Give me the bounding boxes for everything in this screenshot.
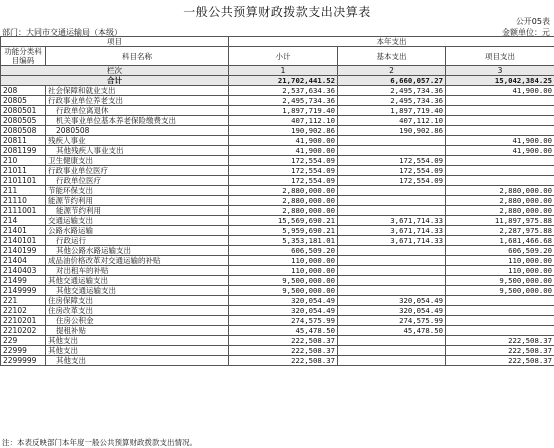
row-project <box>446 116 554 126</box>
header-col-name: 科目名称 <box>46 47 229 66</box>
row-basic: 2,495,734.36 <box>338 86 446 96</box>
row-code: 221 <box>1 296 46 306</box>
row-basic: 45,478.50 <box>338 326 446 336</box>
table-row <box>1 136 554 146</box>
row-name: 行政运行 <box>46 236 229 246</box>
row-basic <box>338 136 446 146</box>
row-subtotal: 41,900.00 <box>229 146 338 156</box>
table-row <box>1 316 554 326</box>
row-subtotal: 172,554.09 <box>229 166 338 176</box>
table-row <box>1 326 554 336</box>
row-basic: 172,554.09 <box>338 176 446 186</box>
row-name: 社会保障和就业支出 <box>46 86 229 96</box>
row-code: 2140101 <box>1 236 46 246</box>
header-col-code: 功能分类科目编码 <box>1 47 46 66</box>
unit-label: 金额单位：元 <box>502 27 550 38</box>
total-basic: 6,660,057.27 <box>338 76 446 86</box>
table-body <box>1 86 554 366</box>
table-row <box>1 176 554 186</box>
table-row <box>1 156 554 166</box>
row-project <box>446 296 554 306</box>
row-subtotal: 2,495,734.36 <box>229 96 338 106</box>
row-subtotal: 190,902.86 <box>229 126 338 136</box>
row-project <box>446 176 554 186</box>
row-subtotal: 172,554.09 <box>229 176 338 186</box>
row-project: 222,508.37 <box>446 356 554 366</box>
table-row <box>1 256 554 266</box>
row-name: 其他支出 <box>46 356 229 366</box>
row-name: 其他交通运输支出 <box>46 286 229 296</box>
row-name: 其他交通运输支出 <box>46 276 229 286</box>
row-project <box>446 306 554 316</box>
row-code: 214 <box>1 216 46 226</box>
row-basic <box>338 186 446 196</box>
table-row <box>1 86 554 96</box>
row-basic <box>338 246 446 256</box>
row-subtotal: 2,880,000.00 <box>229 206 338 216</box>
table-row <box>1 216 554 226</box>
row-subtotal: 606,509.20 <box>229 246 338 256</box>
row-name: 住房保障支出 <box>46 296 229 306</box>
row-name: 能源节约利用 <box>46 196 229 206</box>
row-code: 2149999 <box>1 286 46 296</box>
row-project: 2,880,000.00 <box>446 196 554 206</box>
row-subtotal: 5,353,181.01 <box>229 236 338 246</box>
table-row <box>1 346 554 356</box>
row-name: 残疾人事业 <box>46 136 229 146</box>
row-basic <box>338 336 446 346</box>
row-code: 2111001 <box>1 206 46 216</box>
row-subtotal: 407,112.10 <box>229 116 338 126</box>
row-name: 其他残疾人事业支出 <box>46 146 229 156</box>
row-subtotal: 5,959,690.21 <box>229 226 338 236</box>
row-code: 2081199 <box>1 146 46 156</box>
row-project: 9,500,000.00 <box>446 286 554 296</box>
row-code: 2101101 <box>1 176 46 186</box>
row-basic: 3,671,714.33 <box>338 216 446 226</box>
row-code: 2299999 <box>1 356 46 366</box>
row-name: 提租补贴 <box>46 326 229 336</box>
row-name: 其他支出 <box>46 336 229 346</box>
row-code: 229 <box>1 336 46 346</box>
row-project: 222,508.37 <box>446 336 554 346</box>
row-basic: 320,054.49 <box>338 296 446 306</box>
row-code: 21404 <box>1 256 46 266</box>
total-project: 15,042,384.25 <box>446 76 554 86</box>
row-code: 21110 <box>1 196 46 206</box>
table-row <box>1 166 554 176</box>
row-code: 22102 <box>1 306 46 316</box>
row-basic: 3,671,714.33 <box>338 236 446 246</box>
table-row <box>1 116 554 126</box>
header-group-item: 项目 <box>1 37 229 47</box>
row-name: 行政事业单位医疗 <box>46 166 229 176</box>
table-row <box>1 276 554 286</box>
row-basic <box>338 196 446 206</box>
row-subtotal: 222,508.37 <box>229 346 338 356</box>
row-code: 2080505 <box>1 116 46 126</box>
row-basic <box>338 206 446 216</box>
table-row <box>1 296 554 306</box>
row-code: 2210201 <box>1 316 46 326</box>
row-code: 2140403 <box>1 266 46 276</box>
row-subtotal: 41,900.00 <box>229 136 338 146</box>
row-code: 20811 <box>1 136 46 146</box>
header-col-subtotal: 小计 <box>229 47 338 66</box>
row-code: 21011 <box>1 166 46 176</box>
row-subtotal: 15,569,690.21 <box>229 216 338 226</box>
total-subtotal: 21,702,441.52 <box>229 76 338 86</box>
row-project: 11,897,975.88 <box>446 216 554 226</box>
row-project <box>446 106 554 116</box>
row-code: 20805 <box>1 96 46 106</box>
row-code: 208 <box>1 86 46 96</box>
row-subtotal: 2,537,634.36 <box>229 86 338 96</box>
table-note: 注：本表反映部门本年度一般公共预算财政拨款支出情况。 <box>2 437 197 448</box>
expenditure-table <box>0 36 554 366</box>
row-basic <box>338 356 446 366</box>
table-row <box>1 236 554 246</box>
row-basic <box>338 276 446 286</box>
table-row <box>1 306 554 316</box>
row-subtotal: 2,880,000.00 <box>229 196 338 206</box>
header-col-basic: 基本支出 <box>338 47 446 66</box>
row-project: 110,000.00 <box>446 266 554 276</box>
row-subtotal: 9,500,000.00 <box>229 276 338 286</box>
table-row <box>1 286 554 296</box>
row-project: 41,900.00 <box>446 86 554 96</box>
row-subtotal: 9,500,000.00 <box>229 286 338 296</box>
row-subtotal: 45,478.50 <box>229 326 338 336</box>
table-row <box>1 126 554 136</box>
row-name: 住房公积金 <box>46 316 229 326</box>
row-basic: 3,671,714.33 <box>338 226 446 236</box>
row-subtotal: 110,000.00 <box>229 256 338 266</box>
row-name: 机关事业单位基本养老保险缴费支出 <box>46 116 229 126</box>
row-project: 9,500,000.00 <box>446 276 554 286</box>
row-project <box>446 326 554 336</box>
row-project: 110,000.00 <box>446 256 554 266</box>
row-basic <box>338 146 446 156</box>
row-basic: 172,554.09 <box>338 166 446 176</box>
row-name: 成品油价格改革对交通运输的补贴 <box>46 256 229 266</box>
row-subtotal: 110,000.00 <box>229 266 338 276</box>
row-code: 21499 <box>1 276 46 286</box>
table-row <box>1 196 554 206</box>
row-name: 行政单位医疗 <box>46 176 229 186</box>
table-row <box>1 266 554 276</box>
row-code: 22999 <box>1 346 46 356</box>
row-project: 1,681,466.68 <box>446 236 554 246</box>
row-subtotal: 222,508.37 <box>229 336 338 346</box>
table-row <box>1 356 554 366</box>
row-name: 能源节约利用 <box>46 206 229 216</box>
order-2: 2 <box>338 66 446 76</box>
table-row <box>1 96 554 106</box>
row-project: 41,900.00 <box>446 136 554 146</box>
row-name: 2080508 <box>46 126 229 136</box>
table-header <box>1 37 554 86</box>
header-group-expend: 本年支出 <box>229 37 554 47</box>
row-project <box>446 126 554 136</box>
row-basic <box>338 286 446 296</box>
row-basic <box>338 346 446 356</box>
row-subtotal: 2,880,000.00 <box>229 186 338 196</box>
row-basic: 407,112.10 <box>338 116 446 126</box>
row-project: 2,287,975.88 <box>446 226 554 236</box>
header-col-project: 项目支出 <box>446 47 554 66</box>
row-code: 2080508 <box>1 126 46 136</box>
row-code: 2210202 <box>1 326 46 336</box>
row-project <box>446 96 554 106</box>
row-basic <box>338 256 446 266</box>
form-code: 公开05表 <box>516 16 550 27</box>
row-code: 21401 <box>1 226 46 236</box>
row-code: 2080501 <box>1 106 46 116</box>
row-order-label: 栏次 <box>1 66 229 76</box>
row-name: 行政事业单位养老支出 <box>46 96 229 106</box>
report-title: 一般公共预算财政拨款支出决算表 <box>0 3 554 20</box>
table-row <box>1 246 554 256</box>
total-label: 合计 <box>1 76 229 86</box>
order-3: 3 <box>446 66 554 76</box>
table-row <box>1 226 554 236</box>
row-name: 卫生健康支出 <box>46 156 229 166</box>
row-name: 对出租车的补贴 <box>46 266 229 276</box>
row-subtotal: 274,575.99 <box>229 316 338 326</box>
row-subtotal: 172,554.09 <box>229 156 338 166</box>
row-project <box>446 166 554 176</box>
row-subtotal: 1,897,719.40 <box>229 106 338 116</box>
row-basic <box>338 266 446 276</box>
row-basic: 274,575.99 <box>338 316 446 326</box>
row-name: 行政单位离退休 <box>46 106 229 116</box>
row-subtotal: 222,508.37 <box>229 356 338 366</box>
row-project: 41,900.00 <box>446 146 554 156</box>
row-basic: 2,495,734.36 <box>338 96 446 106</box>
table-row <box>1 336 554 346</box>
row-project: 222,508.37 <box>446 346 554 356</box>
row-name: 住房改革支出 <box>46 306 229 316</box>
row-project: 606,509.20 <box>446 246 554 256</box>
table-row <box>1 186 554 196</box>
row-project: 2,880,000.00 <box>446 206 554 216</box>
row-name: 节能环保支出 <box>46 186 229 196</box>
row-name: 其他支出 <box>46 346 229 356</box>
row-code: 211 <box>1 186 46 196</box>
table-row <box>1 206 554 216</box>
row-project: 2,880,000.00 <box>446 186 554 196</box>
row-code: 2140199 <box>1 246 46 256</box>
row-basic: 190,902.86 <box>338 126 446 136</box>
row-project <box>446 316 554 326</box>
row-code: 210 <box>1 156 46 166</box>
order-1: 1 <box>229 66 338 76</box>
row-subtotal: 320,054.49 <box>229 296 338 306</box>
table-row <box>1 106 554 116</box>
row-basic: 172,554.09 <box>338 156 446 166</box>
row-basic: 320,054.49 <box>338 306 446 316</box>
row-name: 公路水路运输 <box>46 226 229 236</box>
row-basic: 1,897,719.40 <box>338 106 446 116</box>
row-name: 交通运输支出 <box>46 216 229 226</box>
row-subtotal: 320,054.49 <box>229 306 338 316</box>
row-project <box>446 156 554 166</box>
department-label: 部门：大同市交通运输局（本级） <box>2 27 122 38</box>
table-row <box>1 146 554 156</box>
row-name: 其他公路水路运输支出 <box>46 246 229 256</box>
